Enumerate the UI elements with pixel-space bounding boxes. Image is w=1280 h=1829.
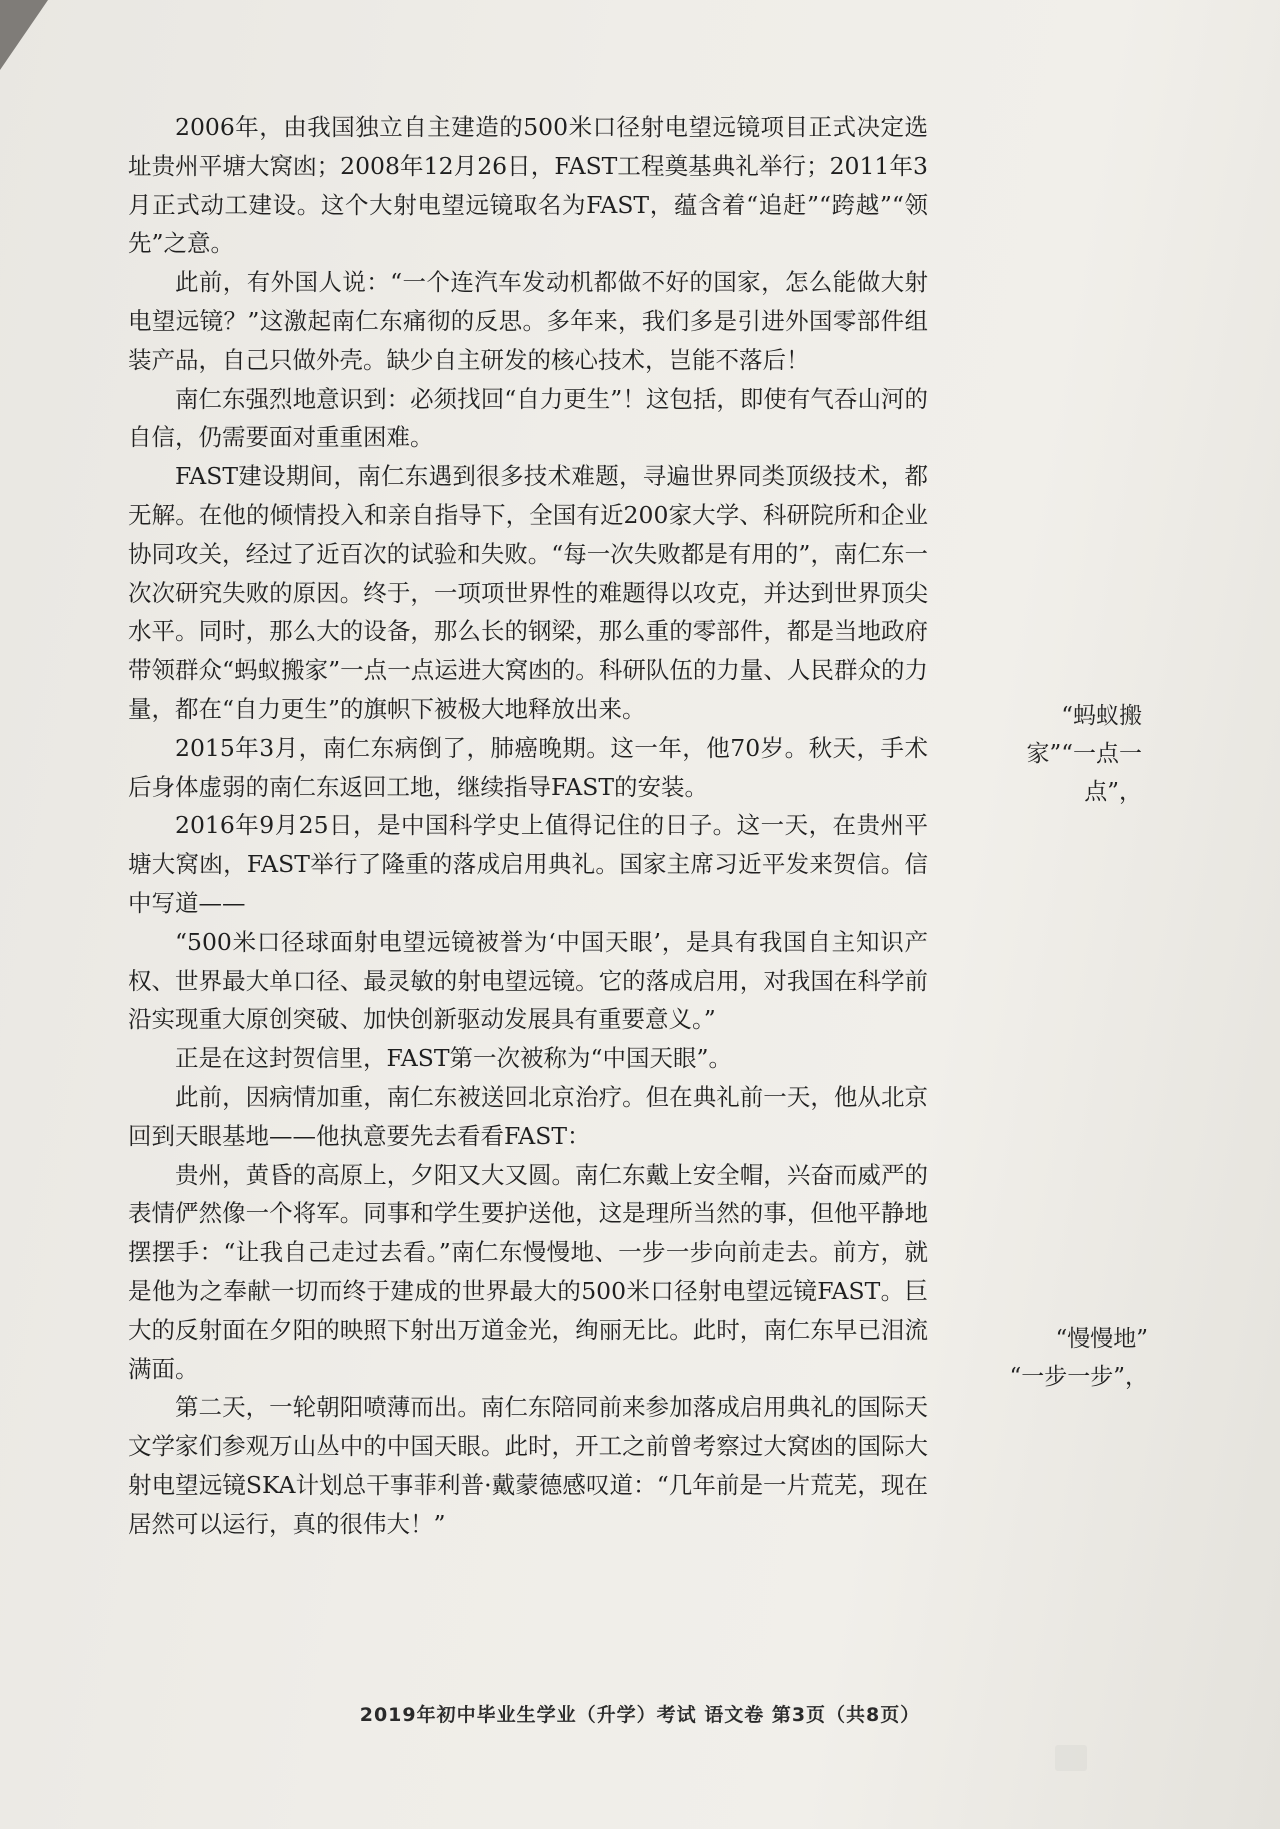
page-footer: 2019年初中毕业生学业（升学）考试 语文卷 第3页（共8页） — [359, 1704, 921, 1726]
paragraph-9: 此前，因病情加重，南仁东被送回北京治疗。但在典礼前一天，他从北京回到天眼基地——他执意要先去看看FAST： — [128, 1082, 928, 1150]
page-corner-fold — [0, 0, 48, 70]
paragraph-1: 2006年，由我国独立自主建造的500米口径射电望远镜项目正式决定选址贵州平塘大窝凼；2008年12月26日，FAST工程奠基典礼举行；2011年3月正式动工建设。这个大射电望远镜取名为FAST，蕴含着“追赶”“跨越”“领先”之意。 — [128, 113, 928, 258]
paragraph-2: 此前，有外国人说：“一个连汽车发动机都做不好的国家，怎么能做大射电望远镜？”这激起南仁东痛彻的反思。多年来，我们多是引进外国零部件组装产品，自己只做外壳。缺少自主研发的核心技术，岂能不落后！ — [128, 268, 928, 374]
article-body — [128, 108, 928, 1543]
paragraph-6: 2016年9月25日，是中国科学史上值得记住的日子。这一天，在贵州平塘大窝凼，FAST举行了隆重的落成启用典礼。国家主席习近平发来贺信。信中写道—— — [128, 811, 928, 917]
paragraph-10: 贵州，黄昏的高原上，夕阳又大又圆。南仁东戴上安全帽，兴奋而威严的表情俨然像一个将军。同事和学生要护送他，这是理所当然的事，但他平静地摆摆手：“让我自己走过去看。”南仁东慢慢地、一步一步向前走去。前方，就是他为之奉献一切而终于建成的世界最大的500米口径射电望远镜FAST。巨大的反射面在夕阳的映照下射出万道金光，绚丽无比。此时，南仁东早已泪流满面。 — [128, 1160, 928, 1383]
margin-annotation-1: “蚂蚁搬 家”“一点一 点”， — [1026, 703, 1142, 805]
congratulatory-letter-quote: “500米口径球面射电望远镜被誉为‘中国天眼’，是具有我国自主知识产权、世界最大单口径、最灵敏的射电望远镜。它的落成启用，对我国在科学前沿实现重大原创突破、加快创新驱动发展具有重要意义。” — [128, 927, 928, 1034]
paragraph-8: 正是在这封贺信里，FAST第一次被称为“中国天眼”。 — [175, 1044, 733, 1073]
scan-smudge — [1055, 1745, 1087, 1771]
paragraph-4: FAST建设期间，南仁东遇到很多技术难题，寻遍世界同类顶级技术，都无解。在他的倾情投入和亲自指导下，全国有近200家大学、科研院所和企业协同攻关，经过了近百次的试验和失败。“每一次失败都是有用的”，南仁东一次次研究失败的原因。终于，一项项世界性的难题得以攻克，并达到世界顶尖水平。同时，那么大的设备，那么长的钢梁，那么重的零部件，都是当地政府带领群众“蚂蚁搬家”一点一点运进大窝凼的。科研队伍的力量、人民群众的力量，都在“自力更生”的旗帜下被极大地释放出来。 — [128, 462, 928, 723]
paragraph-3: 南仁东强烈地意识到：必须找回“自力更生”！这包括，即使有气吞山河的自信，仍需要面对重重困难。 — [128, 384, 928, 452]
paragraph-5: 2015年3月，南仁东病倒了，肺癌晚期。这一年，他70岁。秋天，手术后身体虚弱的南仁东返回工地，继续指导FAST的安装。 — [128, 733, 928, 801]
bleed-through-text — [925, 100, 1265, 1630]
margin-annotation-2: “慢慢地” “一步一步”， — [1009, 1326, 1148, 1390]
paragraph-11: 第二天，一轮朝阳喷薄而出。南仁东陪同前来参加落成启用典礼的国际天文学家们参观万山丛中的中国天眼。此时，开工之前曾考察过大窝凼的国际大射电望远镜SKA计划总干事菲利普·戴蒙德感叹道：“几年前是一片荒芜，现在居然可以运行，真的很伟大！” — [128, 1393, 928, 1538]
